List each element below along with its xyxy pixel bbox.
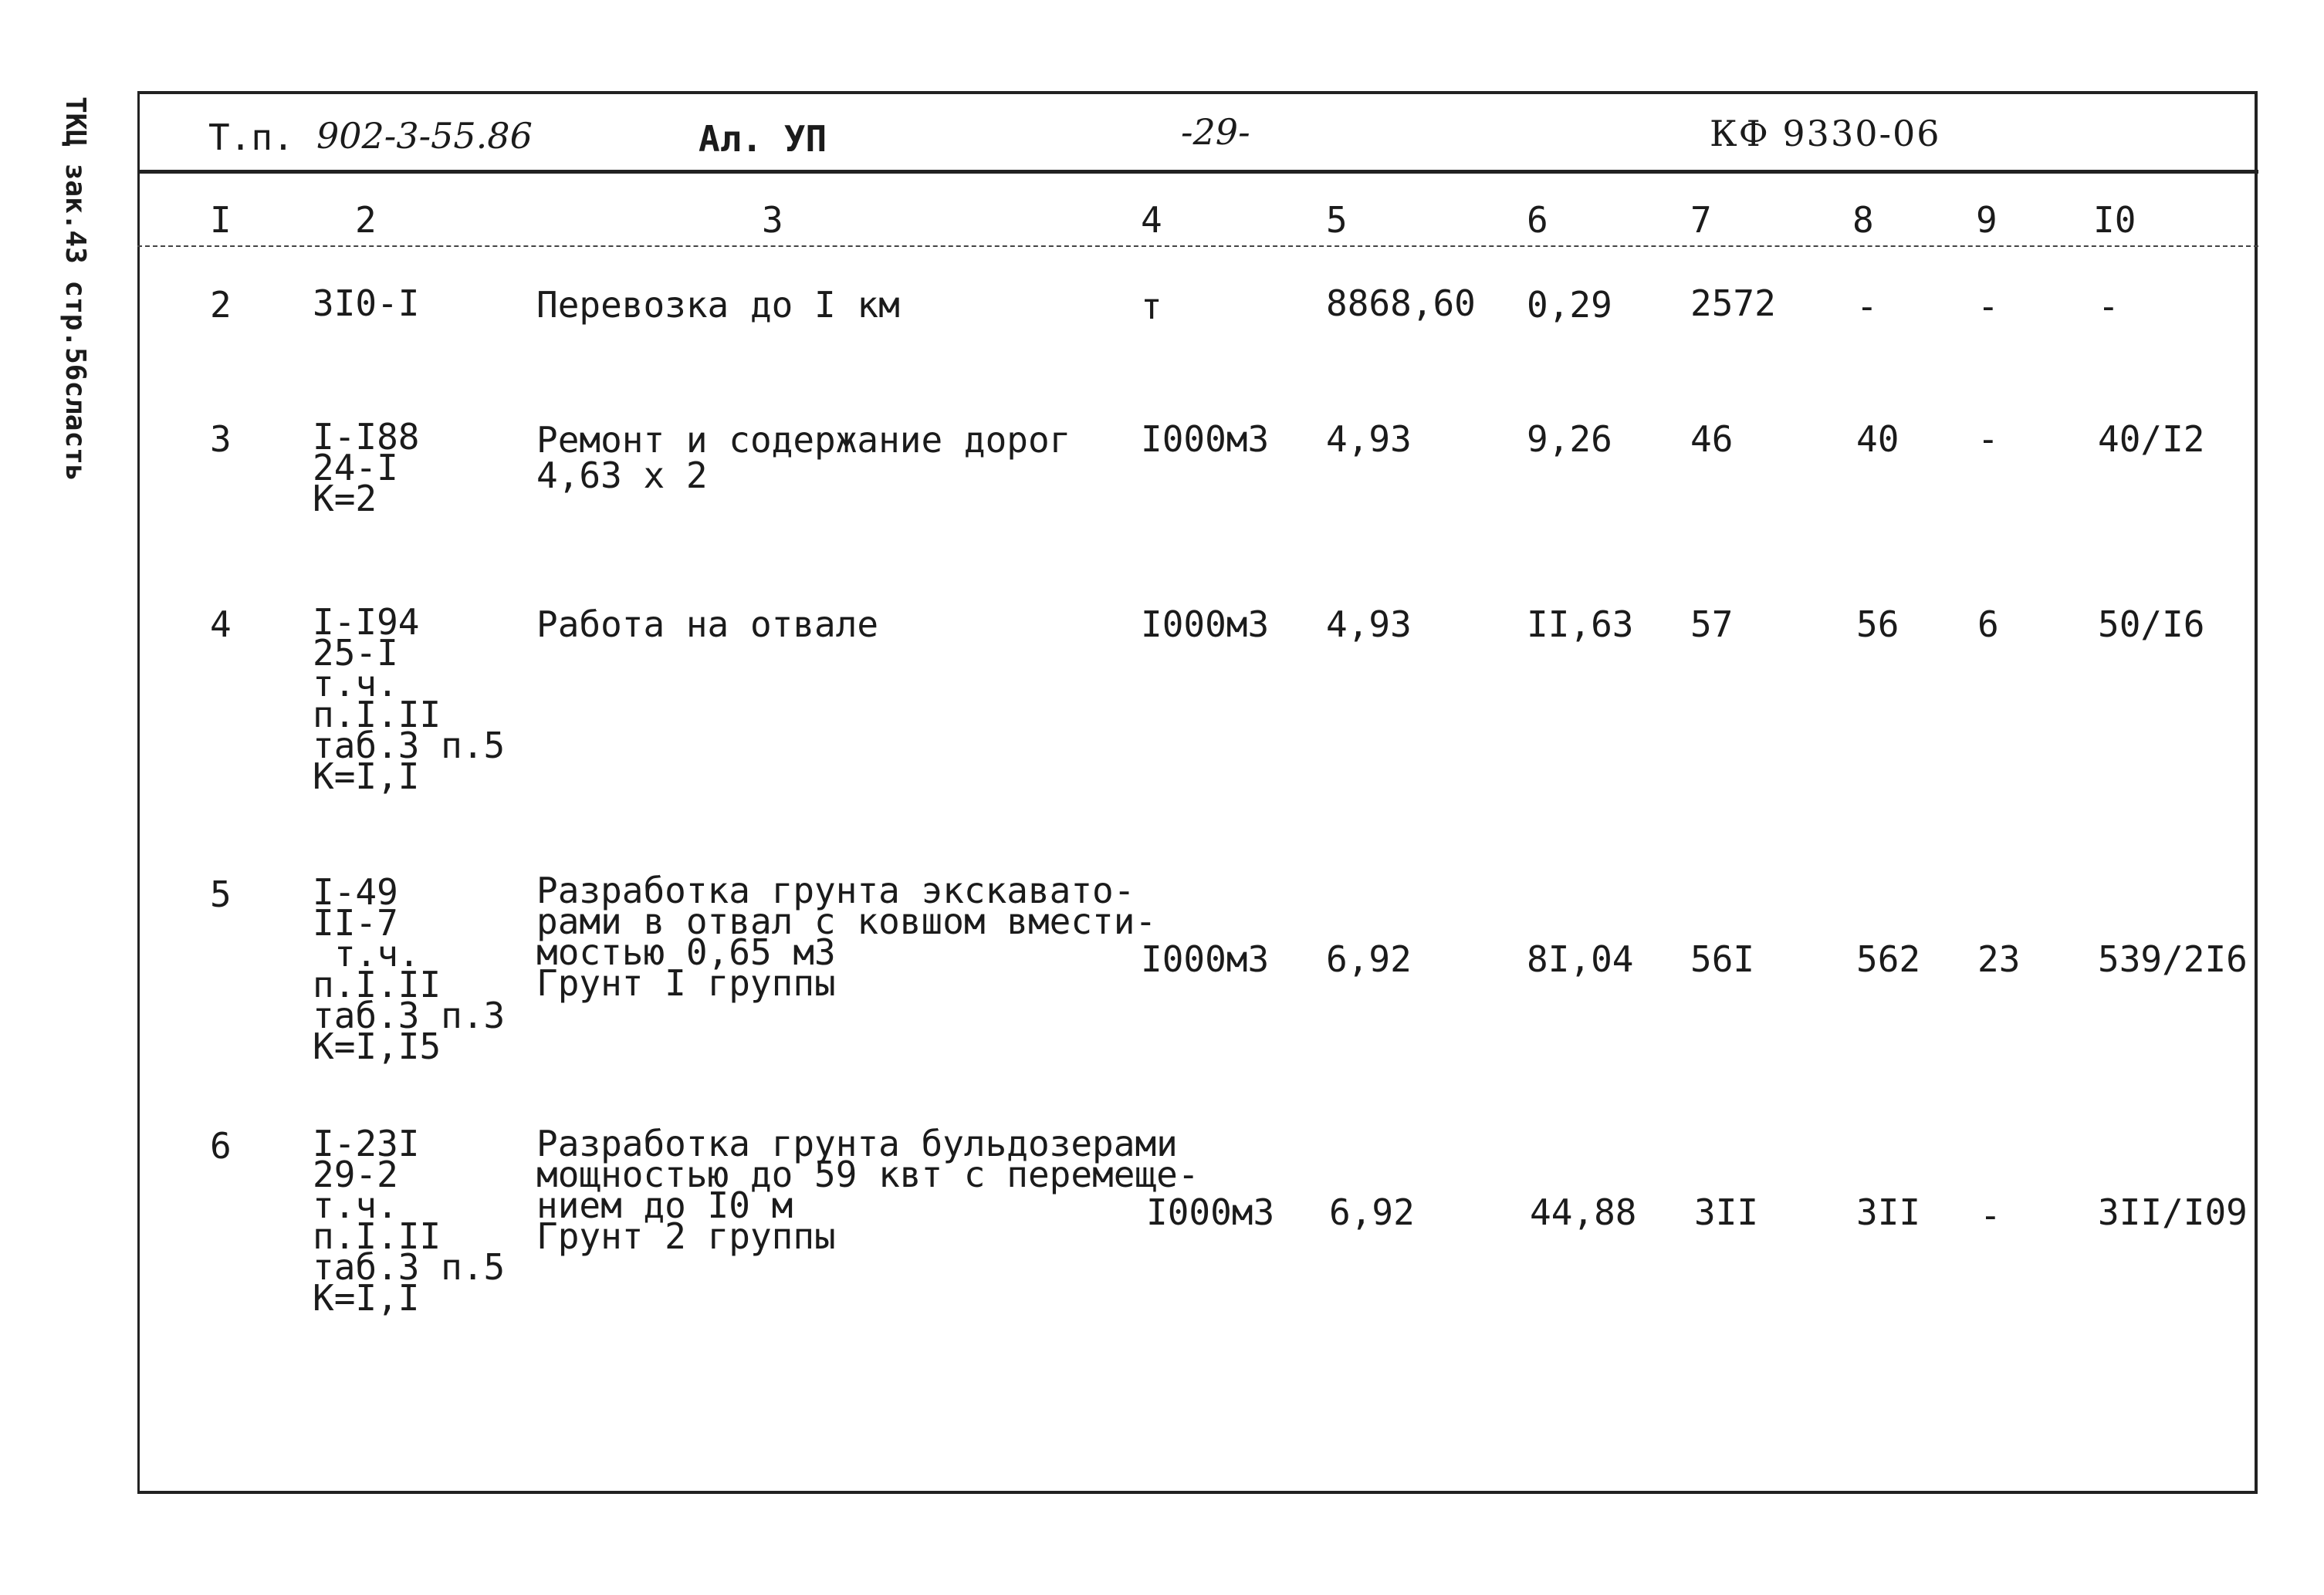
col-header-10: I0 bbox=[2093, 199, 2136, 241]
col-header-2: 2 bbox=[355, 199, 377, 241]
ref-line: I-23I bbox=[313, 1123, 420, 1164]
row-col9: 23 bbox=[1977, 938, 2021, 980]
row-quantity: 6,92 bbox=[1329, 1191, 1415, 1233]
row-col7: 2572 bbox=[1690, 282, 1776, 324]
row-col8: 562 bbox=[1856, 938, 1921, 980]
desc-line: Разработка грунта экскавато- bbox=[536, 870, 1135, 911]
row-description bbox=[536, 870, 1157, 1004]
desc-line: мощностью до 59 квт с перемеще- bbox=[536, 1154, 1199, 1195]
ref-line: таб.3 п.5 bbox=[313, 1246, 506, 1288]
row-col7: 3II bbox=[1694, 1191, 1759, 1233]
row-unit: I000м3 bbox=[1146, 1191, 1275, 1233]
row-col10: 3II/I09 bbox=[2098, 1191, 2248, 1233]
ref-line: I-49 bbox=[313, 871, 398, 913]
row-price: II,63 bbox=[1527, 603, 1634, 645]
row-col10: - bbox=[2098, 286, 2119, 327]
col-header-3: 3 bbox=[762, 199, 783, 241]
ref-line: таб.3 п.5 bbox=[313, 725, 506, 766]
ref-line: п.I.II bbox=[313, 1215, 441, 1257]
row-reference bbox=[313, 416, 420, 519]
row-quantity: 8868,60 bbox=[1326, 282, 1476, 324]
ref-line: п.I.II bbox=[313, 964, 441, 1005]
row-col7: 57 bbox=[1690, 603, 1734, 645]
row-reference bbox=[313, 601, 506, 797]
header-divider bbox=[137, 170, 2258, 174]
row-reference bbox=[313, 282, 420, 324]
row-description bbox=[536, 603, 879, 645]
row-col9: - bbox=[1980, 1195, 2001, 1236]
ref-line: К=I,I5 bbox=[313, 1026, 441, 1067]
col-header-8: 8 bbox=[1852, 199, 1874, 241]
desc-line: 4,63 x 2 bbox=[536, 455, 708, 496]
row-number: 3 bbox=[210, 418, 232, 460]
ref-line: 29-2 bbox=[313, 1154, 398, 1195]
desc-line: рами в отвал с ковшом вмести- bbox=[536, 901, 1157, 942]
row-col9: - bbox=[1977, 286, 1999, 327]
row-description bbox=[536, 284, 900, 326]
col-header-1: I bbox=[210, 199, 232, 241]
ref-line: К=I,I bbox=[313, 755, 420, 797]
row-col10: 50/I6 bbox=[2098, 603, 2205, 645]
ref-line: I-I94 bbox=[313, 601, 420, 643]
row-unit: I000м3 bbox=[1141, 418, 1270, 460]
row-col10: 539/2I6 bbox=[2098, 938, 2248, 980]
row-quantity: 6,92 bbox=[1326, 938, 1412, 980]
row-reference bbox=[313, 1123, 506, 1319]
desc-line: Разработка грунта бульдозерами bbox=[536, 1123, 1178, 1164]
ref-line: т.ч. bbox=[334, 933, 420, 975]
row-number: 5 bbox=[210, 874, 232, 915]
ref-line: 3I0-I bbox=[313, 282, 420, 324]
col-header-9: 9 bbox=[1976, 199, 1998, 241]
row-unit: т bbox=[1141, 286, 1162, 327]
desc-line: нием до I0 м bbox=[536, 1184, 793, 1226]
row-price: 9,26 bbox=[1527, 418, 1612, 460]
row-price: 44,88 bbox=[1530, 1191, 1637, 1233]
desc-line: Ремонт и содержание дорог bbox=[536, 419, 1071, 461]
row-number: 2 bbox=[210, 284, 232, 326]
row-price: 0,29 bbox=[1527, 284, 1612, 326]
ref-line: 25-I bbox=[313, 632, 398, 674]
ref-line: 24-I bbox=[313, 447, 398, 488]
row-number: 6 bbox=[210, 1125, 232, 1167]
row-col7: 46 bbox=[1690, 418, 1734, 460]
row-price: 8I,04 bbox=[1527, 938, 1634, 980]
row-col7: 56I bbox=[1690, 938, 1755, 980]
col-header-6: 6 bbox=[1527, 199, 1548, 241]
column-header-divider bbox=[137, 245, 2258, 247]
col-header-5: 5 bbox=[1326, 199, 1348, 241]
project-number: 902-3-55.86 bbox=[316, 115, 533, 157]
desc-line: Перевозка до I км bbox=[536, 284, 900, 326]
project-prefix: Т.п. bbox=[208, 117, 294, 158]
row-number: 4 bbox=[210, 603, 232, 645]
row-quantity: 4,93 bbox=[1326, 418, 1412, 460]
row-unit: I000м3 bbox=[1141, 603, 1270, 645]
desc-line: Грунт I группы bbox=[536, 962, 836, 1004]
col-header-7: 7 bbox=[1690, 199, 1712, 241]
album-label: Ал. УП bbox=[699, 118, 827, 160]
ref-line: п.I.II bbox=[313, 694, 441, 735]
ref-line: I-I88 bbox=[313, 416, 420, 458]
ref-line: т.ч. bbox=[313, 1184, 398, 1226]
document-code: КФ 9330-06 bbox=[1710, 113, 1941, 154]
row-col8: 3II bbox=[1856, 1191, 1921, 1233]
page-number: -29- bbox=[1181, 111, 1250, 153]
row-col9: - bbox=[1977, 418, 1999, 460]
row-col8: 40 bbox=[1856, 418, 1899, 460]
row-col8: 56 bbox=[1856, 603, 1899, 645]
row-unit: I000м3 bbox=[1141, 938, 1270, 980]
ref-line: таб.3 п.3 bbox=[313, 995, 506, 1036]
desc-line: Грунт 2 группы bbox=[536, 1215, 836, 1257]
side-stamp bbox=[60, 96, 122, 498]
desc-line: мостью 0,65 м3 bbox=[536, 931, 836, 973]
row-col10: 40/I2 bbox=[2098, 418, 2205, 460]
row-col9: 6 bbox=[1977, 603, 1999, 645]
ref-line: II-7 bbox=[313, 902, 398, 944]
row-description bbox=[536, 1123, 1199, 1257]
ref-line: К=2 bbox=[313, 478, 377, 519]
ref-line: К=I,I bbox=[313, 1277, 420, 1319]
row-reference bbox=[313, 871, 506, 1067]
side-stamp-text: ТКЦ зак.43 стр.56сласть bbox=[59, 96, 91, 482]
row-description bbox=[536, 419, 1071, 496]
ref-line: т.ч. bbox=[313, 663, 398, 705]
col-header-4: 4 bbox=[1141, 199, 1162, 241]
desc-line: Работа на отвале bbox=[536, 603, 879, 645]
row-quantity: 4,93 bbox=[1326, 603, 1412, 645]
row-col8: - bbox=[1856, 286, 1878, 327]
